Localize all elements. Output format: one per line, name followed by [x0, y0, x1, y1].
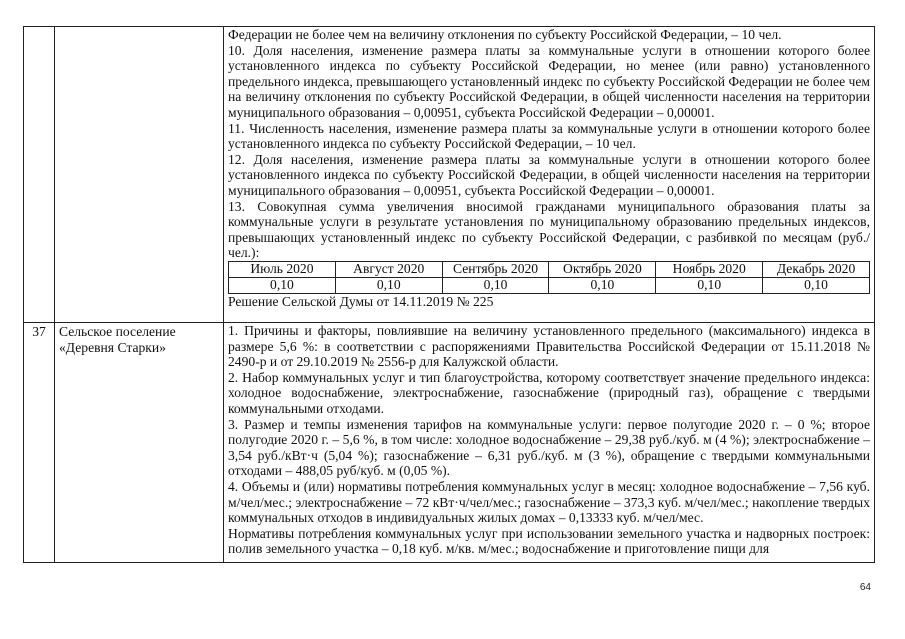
info-cell-37	[224, 323, 875, 563]
page-number: 64	[859, 582, 871, 593]
month-value: 0,10	[442, 277, 549, 293]
municipality-name: Сельское поселение «Деревня Старки»	[55, 323, 224, 563]
month-value: 0,10	[656, 277, 763, 293]
row-number: 37	[24, 323, 55, 563]
paragraph-4: 4. Объемы и (или) нормативы потребления коммунальных услуг в месяц: холодное водоснабжение – 7,56 куб. м/чел/мес.; электроснабжение – 72 кВт·ч/чел/мес.; газоснабжение – 373,3 куб. м/чел/мес.; накопление твердых коммунальных отходов в индивидуальных жилых домах – 0,13333 куб. м/чел/мес.	[228, 478, 870, 526]
paragraph-10: 10. Доля населения, изменение размера платы за коммунальные услуги в отношении которого более установленного индекса по субъекту Российской Федерации, но менее (или равно) установленного предельного индекса, превышающего установленный индекс по субъекту Российской Федерации не более чем на величину отклонения по субъекту Российской Федерации, в общей численности населения на территории муниципального образования – 0,00951, субъекта Российской Федерации – 0,00001.	[228, 42, 870, 120]
values-row	[229, 277, 870, 293]
decision-reference: Решение Сельской Думы от 14.11.2019 № 225	[228, 293, 494, 309]
months-header-row	[229, 261, 870, 277]
paragraph-2: 2. Набор коммунальных услуг и тип благоустройства, которому соответствует значение предельного индекса: холодное водоснабжение, электроснабжение, газоснабжение (природный газ), обращение с твердыми коммунальными отходами.	[228, 369, 870, 416]
table-row-continuation	[24, 27, 875, 323]
paragraph-12: 12. Доля населения, изменение размера платы за коммунальные услуги в отношении которого более установленного индекса по субъекту Российской Федерации, в общей численности населения на территории муниципального образования – 0,00951, субъекта Российской Федерации – 0,00001.	[228, 151, 870, 198]
row-number-cell-empty	[24, 27, 55, 323]
document-table	[23, 26, 875, 563]
month-value: 0,10	[549, 277, 656, 293]
paragraph-continuation: Федерации не более чем на величину отклонения по субъекту Российской Федерации, – 10 чел.	[228, 27, 782, 42]
month-value: 0,10	[229, 277, 336, 293]
month-header: Декабрь 2020	[763, 261, 870, 277]
paragraph-1: 1. Причины и факторы, повлиявшие на величину установленного предельного (максимального) индекса в размере 5,6 %: в соответствии с распоряжениями Правительства Российской Федерации от 15.11.2018 № 2490-р и от 29.10.2019 № 2556-р для Калужской области.	[228, 323, 870, 370]
month-header: Ноябрь 2020	[656, 261, 763, 277]
paragraph-11: 11. Численность населения, изменение размера платы за коммунальные услуги в отношении которого более установленного индекса по субъекту Российской Федерации, – 10 чел.	[228, 120, 870, 152]
info-cell-continuation	[224, 27, 875, 323]
municipality-cell-empty	[55, 27, 224, 323]
month-value: 0,10	[335, 277, 442, 293]
paragraph-norms: Нормативы потребления коммунальных услуг при использовании земельного участка и надворных построек: полив земельного участка – 0,18 куб. м/кв. м/мес.; водоснабжение и приготовление пищи для	[228, 525, 870, 557]
table-row-37	[24, 323, 875, 563]
month-header: Октябрь 2020	[549, 261, 656, 277]
month-value: 0,10	[763, 277, 870, 293]
paragraph-3: 3. Размер и темпы изменения тарифов на коммунальные услуги: первое полугодие 2020 г. – 0 %; второе полугодие 2020 г. – 5,6 %, в том числе: холодное водоснабжение – 29,38 руб./куб. м (4 %); электроснабжение – 3,54 руб./кВт·ч (5,04 %); газоснабжение – 6,31 руб./куб. м (3 %), обращение с твердыми коммунальными отходами – 488,05 руб/куб. м (0,05 %).	[228, 416, 870, 479]
paragraph-13: 13. Совокупная сумма увеличения вносимой гражданами муниципального образования платы за коммунальные услуги в результате установления по муниципальному образованию предельных индексов, превышающих установленный индекс по субъекту Российской Федерации, с разбивкой по месяцам (руб./чел.):	[228, 198, 870, 261]
month-header: Сентябрь 2020	[442, 261, 549, 277]
monthly-payment-table	[228, 261, 870, 294]
month-header: Август 2020	[335, 261, 442, 277]
month-header: Июль 2020	[229, 261, 336, 277]
